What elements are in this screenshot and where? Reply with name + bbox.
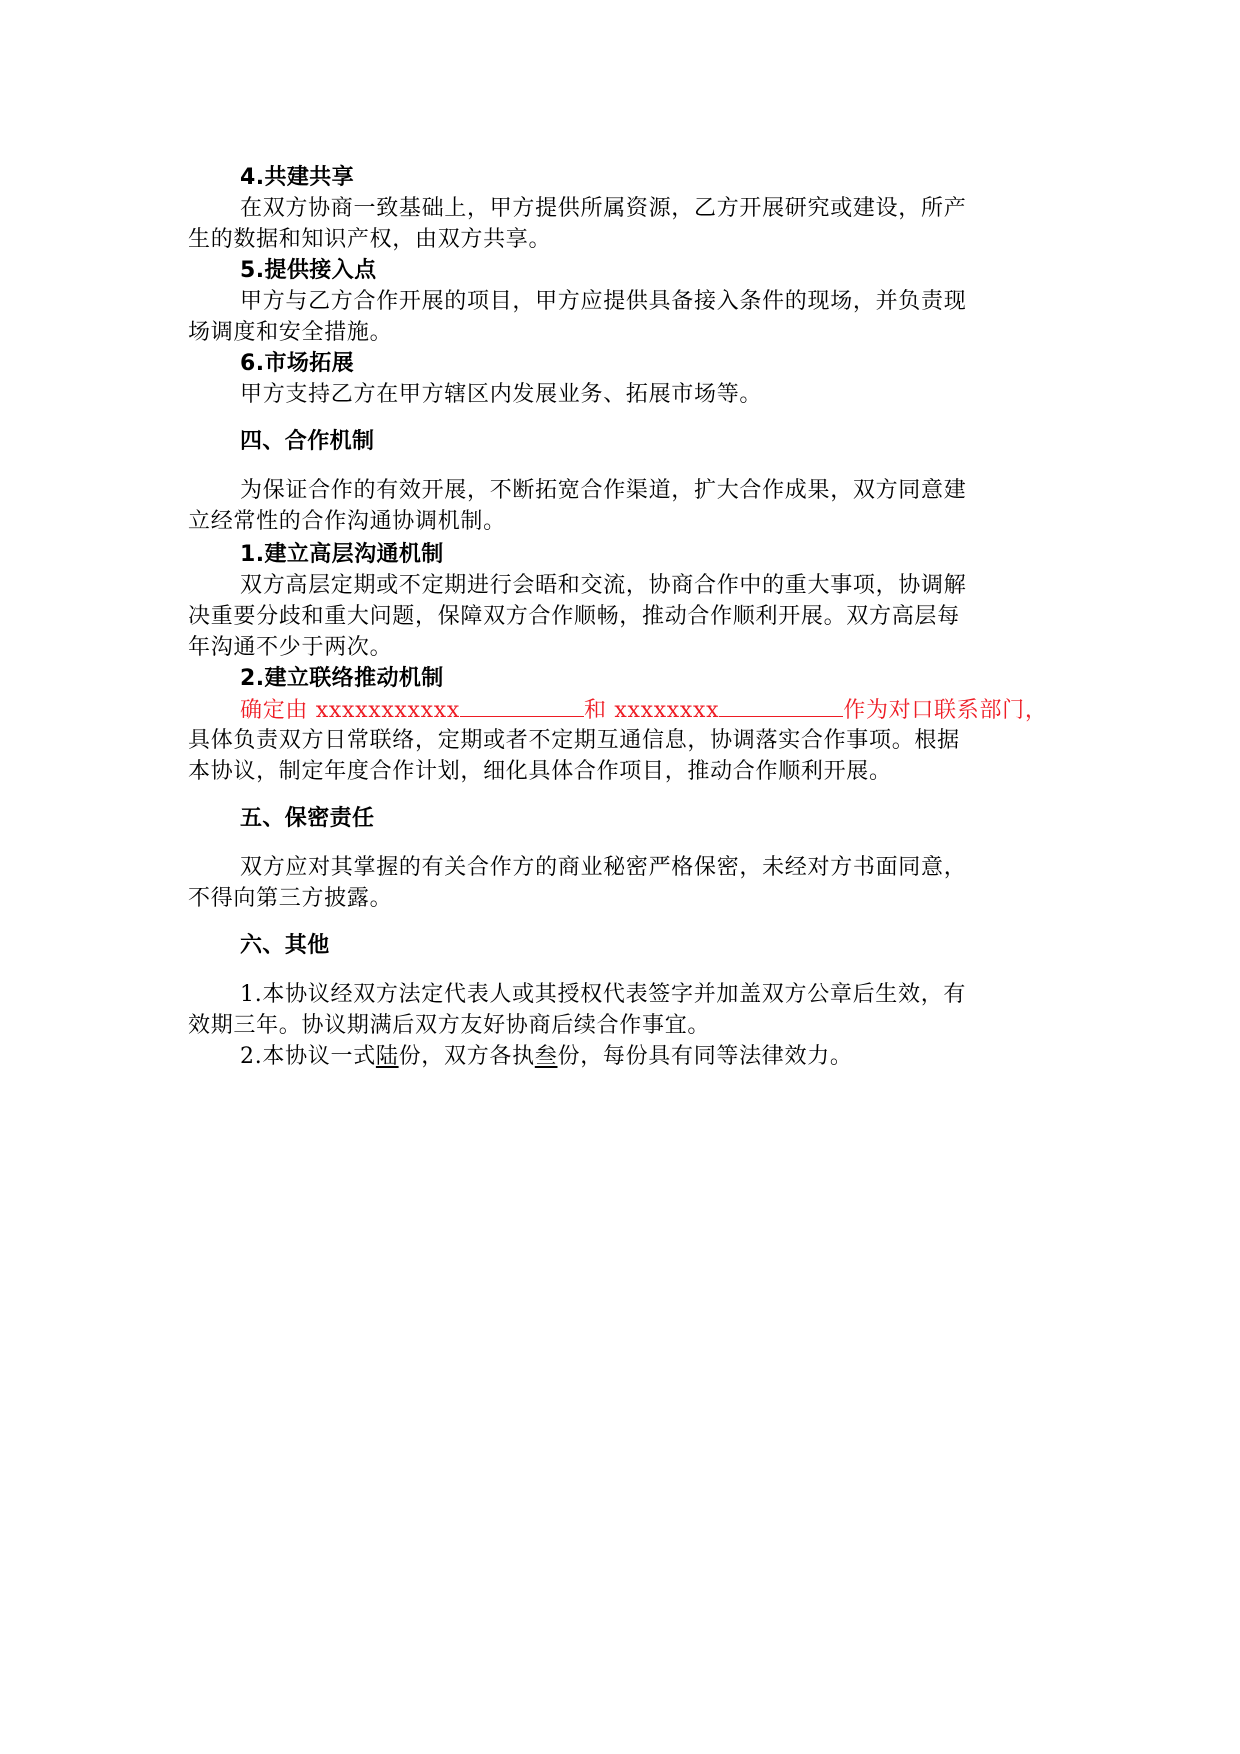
paragraph-line: 在双方协商一致基础上，甲方提供所属资源，乙方开展研究或建设，所产	[240, 196, 967, 221]
copies-total-value: 陆	[375, 1044, 399, 1069]
paragraph-line: 为保证合作的有效开展，不断拓宽合作渠道，扩大合作成果，双方同意建	[240, 478, 967, 503]
item-heading-shared-construction: 4.共建共享	[240, 165, 355, 190]
section-heading-cooperation-mechanism: 四、合作机制	[240, 429, 375, 454]
paragraph-line: 甲方支持乙方在甲方辖区内发展业务、拓展市场等。	[240, 382, 763, 407]
paragraph-line: 双方高层定期或不定期进行会晤和交流，协商合作中的重大事项，协调解	[240, 573, 967, 598]
item-heading-liaison-mechanism: 2.建立联络推动机制	[240, 666, 444, 691]
blank-underline	[460, 694, 584, 717]
paragraph-line: 效期三年。协议期满后双方友好协商后续合作事宜。	[188, 1013, 711, 1038]
paragraph-line: 决重要分歧和重大问题，保障双方合作顺畅，推动合作顺利开展。双方高层每	[188, 604, 960, 629]
copies-clause-line	[188, 1041, 1056, 1072]
document-body	[188, 162, 1056, 1072]
clause-text: 2.本协议一式	[240, 1044, 376, 1069]
paragraph-line: 本协议，制定年度合作计划，细化具体合作项目，推动合作顺利开展。	[188, 759, 892, 784]
paragraph-line: 生的数据和知识产权，由双方共享。	[188, 227, 552, 252]
clause-text: 份，双方各执	[398, 1044, 535, 1069]
paragraph-line: 场调度和安全措施。	[188, 320, 393, 345]
item-heading-high-level-communication: 1.建立高层沟通机制	[240, 542, 444, 567]
paragraph-line: 1.本协议经双方法定代表人或其授权代表签字并加盖双方公章后生效，有	[240, 982, 967, 1007]
paragraph-line: 双方应对其掌握的有关合作方的商业秘密严格保密，未经对方书面同意，	[240, 855, 967, 880]
blank-underline	[719, 694, 843, 717]
paragraph-line: 年沟通不少于两次。	[188, 635, 393, 660]
clause-text: 份，每份具有同等法律效力。	[557, 1044, 853, 1069]
copies-each-value: 叁	[534, 1044, 558, 1069]
paragraph-line: 甲方与乙方合作开展的项目，甲方应提供具备接入条件的现场，并负责现	[240, 289, 967, 314]
section-heading-confidentiality: 五、保密责任	[240, 806, 375, 831]
red-text-suffix: 作为对口联系部门，	[843, 698, 1048, 723]
liaison-departments-line	[188, 694, 1056, 725]
item-heading-access-point: 5.提供接入点	[240, 258, 377, 283]
red-text-mid: 和 xxxxxxxx	[583, 698, 720, 723]
section-heading-other: 六、其他	[240, 933, 330, 958]
paragraph-line: 立经常性的合作沟通协调机制。	[188, 509, 506, 534]
paragraph-line: 具体负责双方日常联络，定期或者不定期互通信息，协调落实合作事项。根据	[188, 728, 960, 753]
paragraph-line: 不得向第三方披露。	[188, 886, 393, 911]
item-heading-market-expansion: 6.市场拓展	[240, 351, 355, 376]
red-text-prefix: 确定由 xxxxxxxxxxx	[240, 698, 460, 723]
